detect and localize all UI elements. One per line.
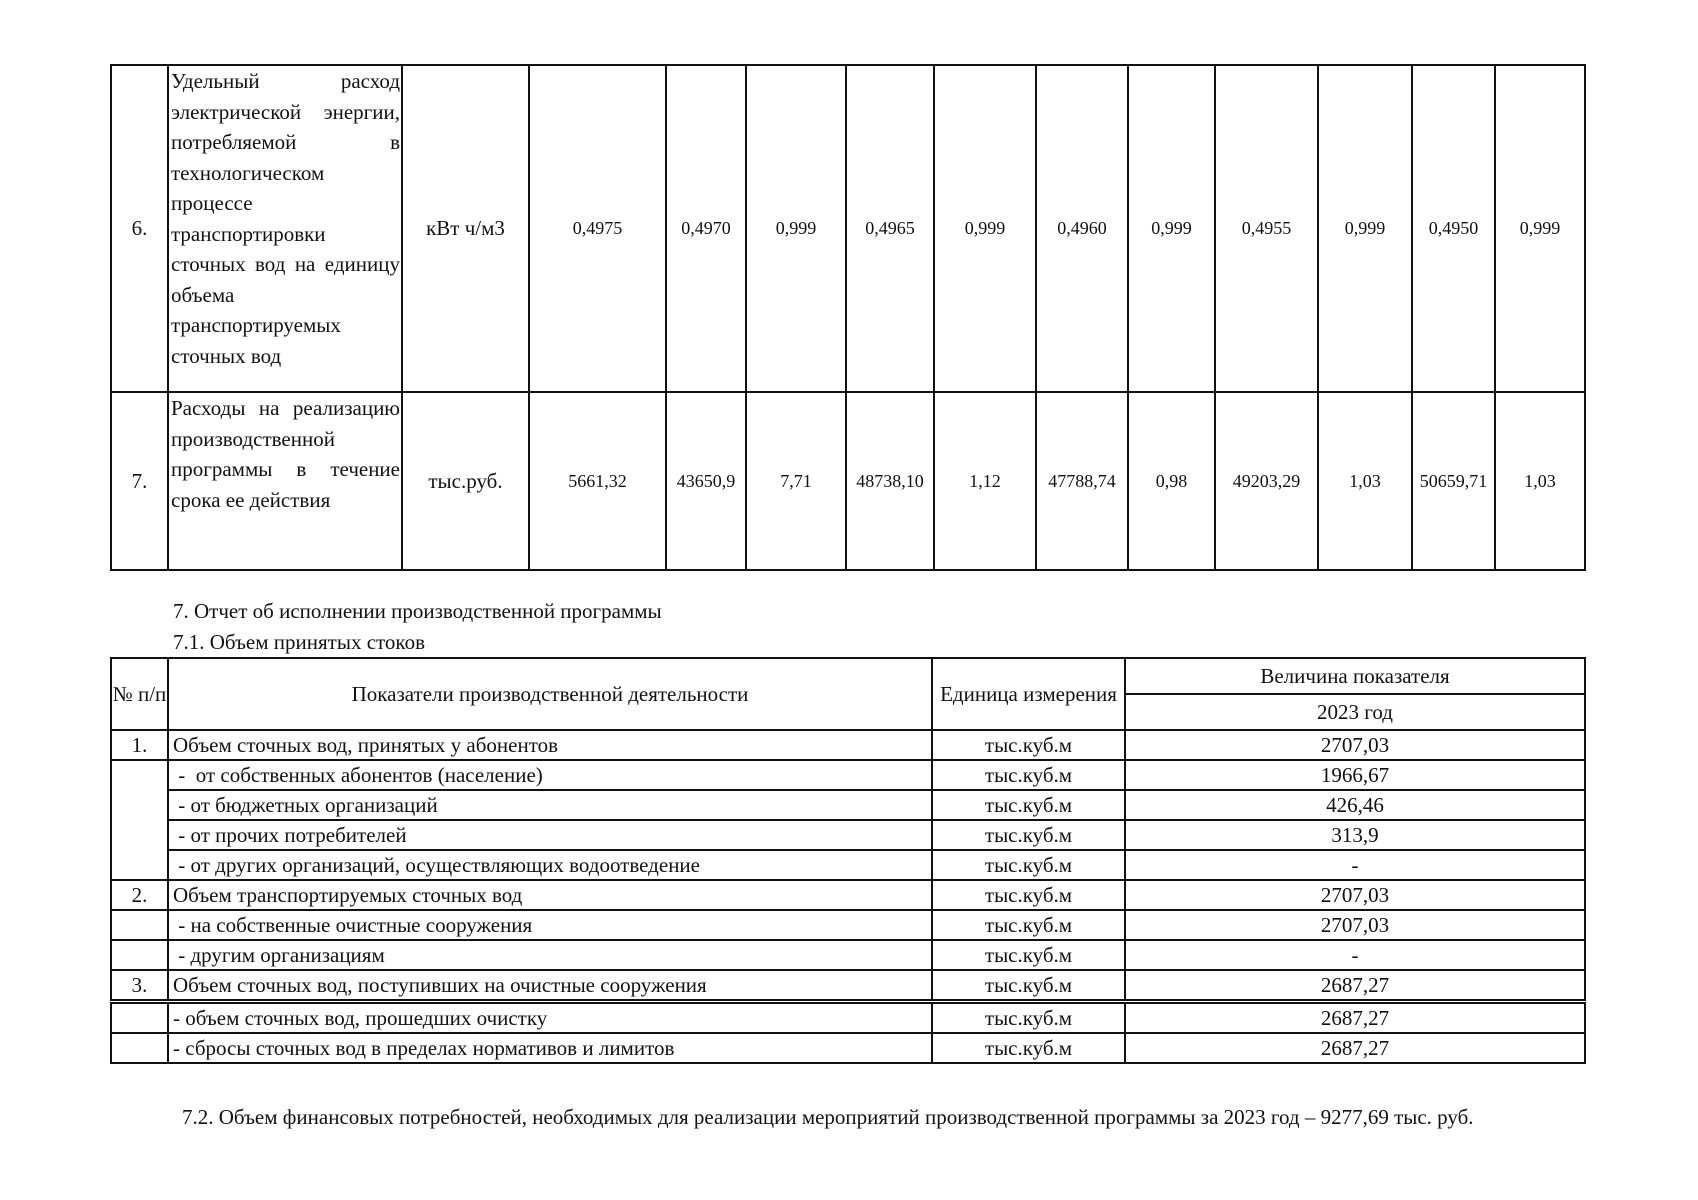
unit-cell: тыс.куб.м: [932, 880, 1125, 910]
header-indicator: Показатели производственной деятельности: [168, 658, 932, 730]
value-cell: 0,999: [1495, 65, 1585, 392]
value-cell: 1,12: [934, 392, 1036, 570]
unit-cell: тыс.куб.м: [932, 730, 1125, 760]
value-cell: 0,999: [1128, 65, 1215, 392]
value-cell: 1,03: [1495, 392, 1585, 570]
row-label: - объем сточных вод, прошедших очистку: [168, 1002, 932, 1034]
value-cell: 0,4950: [1412, 65, 1495, 392]
indicators-table: [110, 64, 1586, 571]
value-cell: 1966,67: [1125, 760, 1585, 790]
value-cell: 7,71: [746, 392, 846, 570]
row-number: 7.: [111, 392, 168, 570]
row-label: - от собственных абонентов (население): [168, 760, 932, 790]
table-row: [111, 392, 1585, 570]
table-row: [111, 790, 1585, 820]
row-label: Объем транспортируемых сточных вод: [168, 880, 932, 910]
value-cell: 2707,03: [1125, 910, 1585, 940]
value-cell: 2687,27: [1125, 1002, 1585, 1034]
value-cell: 2707,03: [1125, 730, 1585, 760]
row-number: 3.: [111, 970, 168, 1002]
unit-cell: тыс.куб.м: [932, 970, 1125, 1002]
unit-cell: тыс.куб.м: [932, 1033, 1125, 1063]
value-cell: 0,4955: [1215, 65, 1318, 392]
value-cell: 2707,03: [1125, 880, 1585, 910]
value-cell: 0,999: [1318, 65, 1412, 392]
table-row: [111, 65, 1585, 392]
value-cell: 48738,10: [846, 392, 934, 570]
table-row: [111, 730, 1585, 760]
unit-cell: тыс.куб.м: [932, 910, 1125, 940]
row-label: Объем сточных вод, поступивших на очистные сооружения: [168, 970, 932, 1002]
unit-cell: тыс.куб.м: [932, 760, 1125, 790]
row-number: 6.: [111, 65, 168, 392]
table-row: [111, 970, 1585, 1002]
table-row: [111, 910, 1585, 940]
row-number: [111, 940, 168, 970]
value-cell: 313,9: [1125, 820, 1585, 850]
value-cell: 1,03: [1318, 392, 1412, 570]
table-header-row: [111, 658, 1585, 694]
row-label: - другим организациям: [168, 940, 932, 970]
row-number: 2.: [111, 880, 168, 910]
section-title: 7. Отчет об исполнении производственной программы: [173, 599, 662, 623]
indicator-description: Расходы на реализацию производственной программы в течение срока ее действия: [168, 392, 402, 570]
row-number: [111, 910, 168, 940]
value-cell: 5661,32: [529, 392, 666, 570]
row-label: - сбросы сточных вод в пределах нормативов и лимитов: [168, 1033, 932, 1063]
value-cell: 2687,27: [1125, 970, 1585, 1002]
value-cell: 0,999: [934, 65, 1036, 392]
value-cell: 2687,27: [1125, 1033, 1585, 1063]
row-label: - от других организаций, осуществляющих водоотведение: [168, 850, 932, 880]
row-number: [111, 760, 168, 880]
value-cell: -: [1125, 850, 1585, 880]
row-number: 1.: [111, 730, 168, 760]
row-label: - от прочих потребителей: [168, 820, 932, 850]
table-row: [111, 1002, 1585, 1034]
financial-needs-paragraph: 7.2. Объем финансовых потребностей, необходимых для реализации мероприятий производственной программы за 2023 год – 9277,69 тыс. руб.: [182, 1105, 1474, 1129]
value-cell: 0,4960: [1036, 65, 1128, 392]
row-number: [111, 1002, 168, 1034]
row-label: - на собственные очистные сооружения: [168, 910, 932, 940]
value-cell: 0,4965: [846, 65, 934, 392]
unit-cell: тыс.руб.: [402, 392, 529, 570]
header-year: 2023 год: [1125, 694, 1585, 730]
unit-cell: тыс.куб.м: [932, 790, 1125, 820]
table-row: [111, 940, 1585, 970]
unit-cell: тыс.куб.м: [932, 850, 1125, 880]
row-label: - от бюджетных организаций: [168, 790, 932, 820]
unit-cell: тыс.куб.м: [932, 940, 1125, 970]
unit-cell: кВт ч/м3: [402, 65, 529, 392]
row-label: Объем сточных вод, принятых у абонентов: [168, 730, 932, 760]
value-cell: 49203,29: [1215, 392, 1318, 570]
header-value: Величина показателя: [1125, 658, 1585, 694]
row-number: [111, 1033, 168, 1063]
table-row: [111, 820, 1585, 850]
unit-cell: тыс.куб.м: [932, 820, 1125, 850]
header-unit: Единица измерения: [932, 658, 1125, 730]
table-row: [111, 880, 1585, 910]
value-cell: 43650,9: [666, 392, 746, 570]
unit-cell: тыс.куб.м: [932, 1002, 1125, 1034]
table-row: [111, 850, 1585, 880]
wastewater-volume-table: [110, 657, 1586, 1064]
value-cell: 0,999: [746, 65, 846, 392]
value-cell: -: [1125, 940, 1585, 970]
value-cell: 0,4970: [666, 65, 746, 392]
value-cell: 426,46: [1125, 790, 1585, 820]
table-row: [111, 1033, 1585, 1063]
header-num: № п/п: [111, 658, 168, 730]
value-cell: 50659,71: [1412, 392, 1495, 570]
value-cell: 47788,74: [1036, 392, 1128, 570]
indicator-description: Удельный расход электрической энергии, потребляемой в технологическом процессе транспортировки сточных вод на единицу объема транспортируемых сточных вод: [168, 65, 402, 392]
table-row: [111, 760, 1585, 790]
value-cell: 0,4975: [529, 65, 666, 392]
section-subtitle: 7.1. Объем принятых стоков: [173, 630, 425, 654]
value-cell: 0,98: [1128, 392, 1215, 570]
